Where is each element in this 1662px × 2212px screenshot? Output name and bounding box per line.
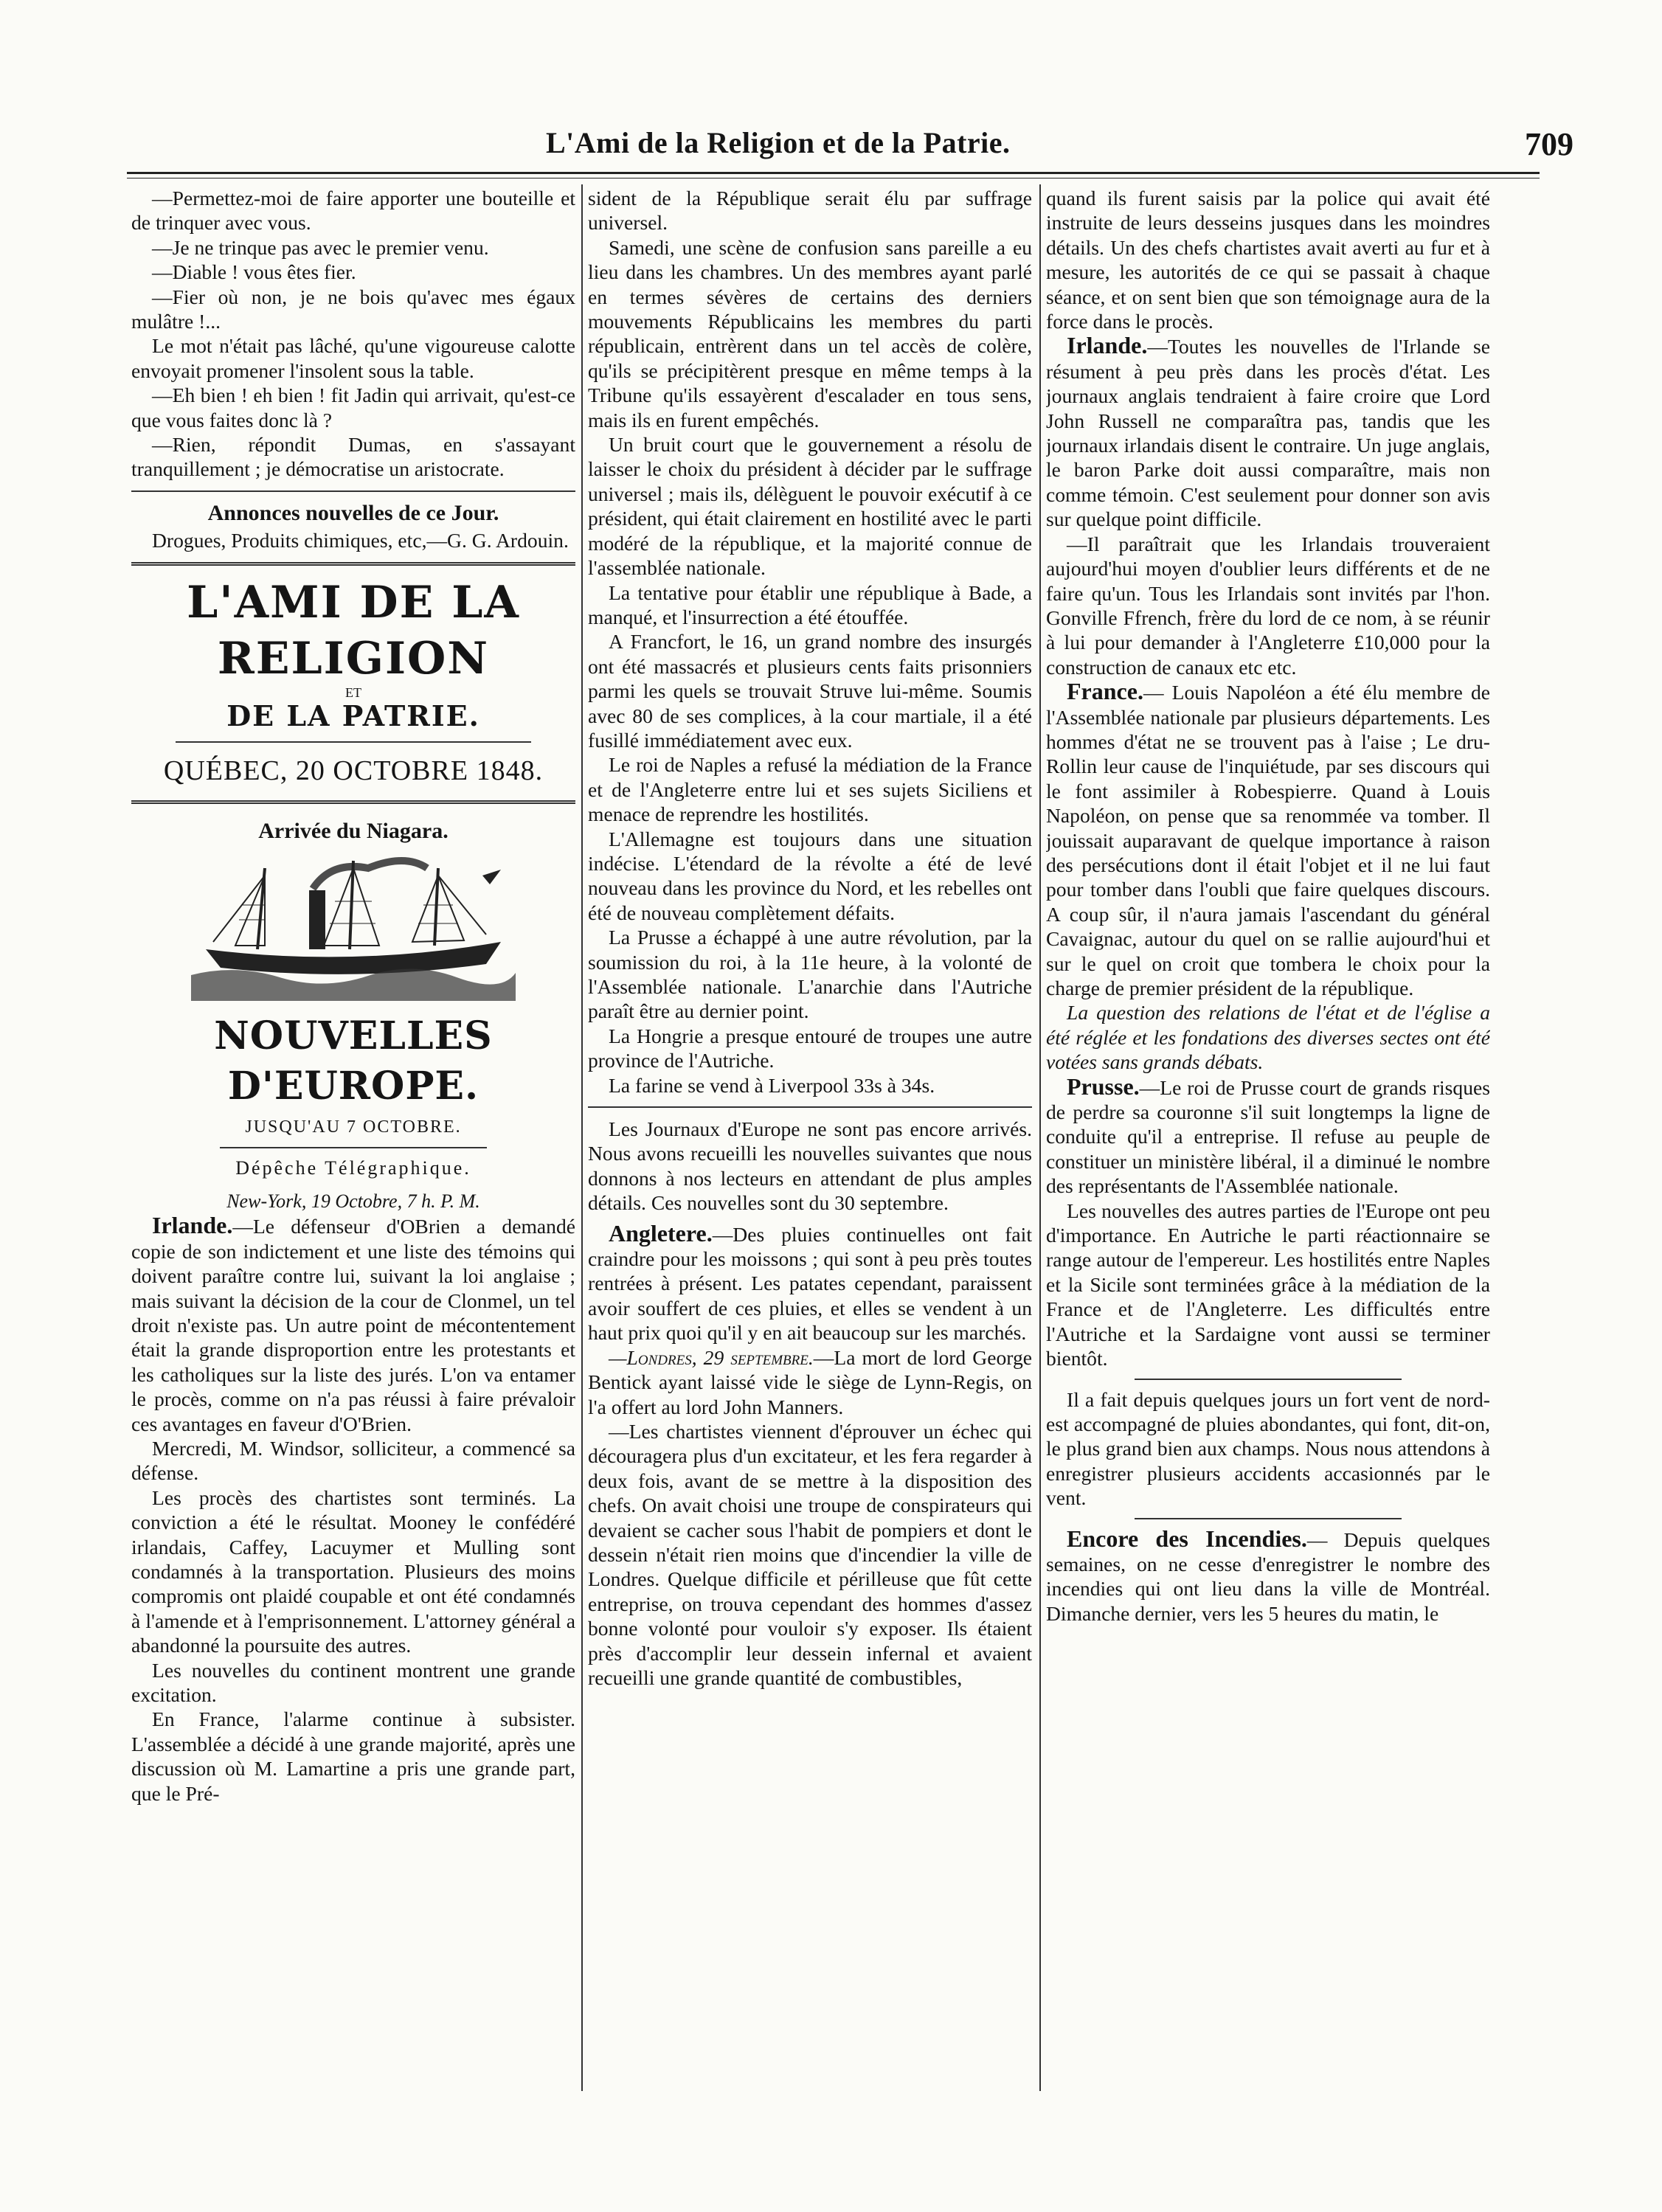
- divider: [1135, 1379, 1401, 1380]
- masthead-rule: [131, 562, 575, 566]
- masthead-et: ET: [345, 684, 361, 700]
- story-paragraph: La Hongrie a presque entouré de troupes une autre province de l'Autriche.: [588, 1024, 1032, 1072]
- masthead-rule-bottom: [131, 800, 575, 804]
- story-paragraph: quand ils furent saisis par la police qui avait été instruite de leurs desseins jusques dans les moindres détails. Un des chefs chartistes avait averti au fur et à mesure, les autorités de ce qui se passait à chaque séance, et on sent bien que son témoignage aura de la force dans le procès.: [1046, 187, 1490, 333]
- column-2: [588, 186, 1032, 2104]
- date-range: JUSQU'AU 7 OCTOBRE.: [245, 1117, 462, 1137]
- story-paragraph: La farine se vend à Liverpool 33s à 34s.: [609, 1073, 935, 1097]
- journaux-paragraph: Les Journaux d'Europe ne sont pas encore arrivés. Nous avons recueilli les nouvelles suivantes que nous donnons à nos lecteurs en attendant de plus amples détails. Ces nouvelles sont du 30 septembre.: [588, 1117, 1032, 1215]
- page-number: 709: [1525, 126, 1573, 162]
- header-rule: [127, 172, 1540, 174]
- dialogue-line: —Diable ! vous êtes fier.: [152, 260, 356, 284]
- story-paragraph: L'Allemagne est toujours dans une situation indécise. L'étendard de la révolte a été de levé nouveau dans les province du Nord, et les rebelles ont été de nouveau complètement défaits.: [588, 827, 1032, 924]
- masthead-subtitle: DE LA PATRIE.: [226, 698, 480, 732]
- irlande-heading: Irlande.: [1067, 332, 1148, 359]
- story-paragraph: La Prusse a échappé à une autre révolution, par la soumission du roi, à la 11e heure, à la volonté de l'Assemblée nationale. L'anarchie dans l'Autriche paraît être au dernier point.: [588, 926, 1032, 1023]
- story-paragraph: Un bruit court que le gouvernement a résolu de laisser le choix du président à décider par le suffrage universel ; mais ils, délèguent le pouvoir exécutif à ce président, qui était clairement en hostilité avec le parti modéré de la république, et la majorité connue de l'assemblée nationale.: [588, 433, 1032, 580]
- story-paragraph: En France, l'alarme continue à subsister. L'assemblée a décidé à une grande majorité, après une discussion où M. Lamartine a pris une grande part, que le Pré-: [131, 1707, 575, 1805]
- section-rule: [131, 490, 575, 492]
- story-paragraph: Le mot n'était pas lâché, qu'une vigoureuse calotte envoyait promener l'insolent sous la table.: [131, 334, 575, 382]
- nouvelles-heading: NOUVELLES D'EUROPE.: [214, 1013, 493, 1109]
- irlande-text: —Le défenseur d'OBrien a demandé copie de son indictement et une liste des témoins qui doivent paraître contre lui, suivant la loi anglaise ; mais suivant la décision de la cour de Clonmel, un tel droit n'existe pas. Un autre point de mécontentement était la grande disproportion entre les protestants et les catholiques sur la liste des jurés. L'on va entamer le procès, comme on n'a pas réussi à faire prévaloir ces avantages en faveur d'O'Brien.: [131, 1215, 575, 1435]
- encore-text: — Depuis quelques semaines, on ne cesse d'enregistrer le nombre des incendies qui ont lieu dans la ville de Montréal. Dimanche dernier, vers les 5 heures du matin, le: [1046, 1528, 1490, 1625]
- story-paragraph: La tentative pour établir une république à Bade, a manqué, et l'insurrection a été étouffée.: [588, 580, 1032, 628]
- annonces-heading: Annonces nouvelles de ce Jour.: [207, 500, 499, 525]
- divider: [220, 1147, 486, 1148]
- story-paragraph: —Il paraîtrait que les Irlandais trouveraient aujourd'hui moyen d'oublier leurs différents et de ne faire qu'un. Tous les Irlandais sont invités par l'hon. Gonville Ffrench, frère du lord de ce nom, à se réunir à lui pour demander à l'Angleterre £10,000 pour la construction de canaux etc etc.: [1046, 532, 1490, 679]
- masthead-date: QUÉBEC, 20 OCTOBRE 1848.: [163, 755, 544, 786]
- annonces-text: Drogues, Produits chimiques, etc,—G. G. Ardouin.: [152, 529, 569, 552]
- section-rule: [588, 1106, 1032, 1108]
- pluies-paragraph: Il a fait depuis quelques jours un fort vent de nord-est accompagné de pluies abondantes, qui font, dit-on, le plus grand bien aux champs. Nous nous attendons à enregistrer plusieurs accidents accasionnés par le vent.: [1046, 1387, 1490, 1510]
- story-paragraph: Le roi de Naples a refusé la médiation de la France et de l'Angleterre entre lui et ses sujets Siciliens et menace de reprendre les hostilités.: [588, 753, 1032, 826]
- france-heading: France.: [1067, 678, 1143, 705]
- angleterre-text: —Des pluies continuelles ont fait craindre pour les moissons ; qui sont à peu près toutes rentrées à présent. Les patates cependant, paraissent avoir souffert de ces pluies, et elles se vendent à un haut prix quoi qu'il y en ait beaucoup sur les marchés.: [588, 1222, 1032, 1345]
- question-paragraph: La question des relations de l'état et de l'église a été réglée et les fondations des diverses sectes ont été votées sans grands débats.: [1046, 1001, 1490, 1074]
- irlande-heading: Irlande.: [152, 1212, 233, 1239]
- france-text: — Louis Napoléon a été élu membre de l'Assemblée nationale par plusieurs départements. Les hommes d'état ne se trouvent pas à l'aise ; Le dru-Rollin leur cause de l'inquiétude, par ses discours qui le font assimiler à Robespierre. Quand à Louis Napoléon, on pense que sa renommée va tomber. Il jouissait auparavant de quelque importance à raison des persécutions dont il était l'objet et il ne lui faut pour tomber dans l'oubli que faire quelques discours. A coup sûr, il n'aura jamais l'ascendant du général Cavaignac, autour du quel on se rallie aujourd'hui et sur le quel on croit que tombera le choix pour la charge de premier président de la république.: [1046, 681, 1490, 999]
- masthead-title: L'AMI DE LA RELIGION: [187, 576, 520, 684]
- dialogue-line: —Fier où non, je ne bois qu'avec mes égaux mulâtre !...: [131, 285, 575, 333]
- encore-heading: Encore des Incendies.: [1067, 1525, 1307, 1552]
- column-1: [131, 186, 575, 2104]
- steamship-illustration: [131, 846, 575, 1006]
- column-rule-2: [1039, 184, 1041, 2091]
- londres-dateline: —Londres, 29 septembre.: [609, 1345, 814, 1369]
- dialogue-line: —Eh bien ! eh bien ! fit Jadin qui arrivait, qu'est-ce que vous faites donc là ?: [131, 384, 575, 431]
- arrival-heading: Arrivée du Niagara.: [258, 818, 449, 843]
- story-paragraph: A Francfort, le 16, un grand nombre des insurgés ont été massacrés et plusieurs cents faits prisonniers parmi les quels se trouvait Struve lui-même. Soumis avec 80 de ses complices, à la cour martiale, il a été fusillé immédiatement avec eux.: [588, 630, 1032, 752]
- column-3: [1046, 186, 1490, 2104]
- story-paragraph: Samedi, une scène de confusion sans pareille a eu lieu dans les chambres. Un des membres ayant parlé en termes sévères de certains des derniers mouvements Républicains les membres du parti républicain, entrèrent dans un tel accès de colère, qu'ils se précipitèrent presque en même temps à la Tribune qu'ils essayèrent d'escalader en tous sens, mais ils en furent empêchés.: [588, 235, 1032, 431]
- autres-paragraph: Les nouvelles des autres parties de l'Europe ont peu d'importance. En Autriche le parti réactionnaire se range autour de l'empereur. Les hostilités entre Naples et la Sicile sont terminées grâce à la médiation de la France et de l'Angleterre. Les difficultés entre l'Autriche et la Sardaigne vont aussi se terminer bientôt.: [1046, 1199, 1490, 1370]
- story-paragraph: Mercredi, M. Windsor, solliciteur, a commencé sa défense.: [131, 1436, 575, 1485]
- dialogue-line: —Permettez-moi de faire apporter une bouteille et de trinquer avec vous.: [131, 187, 575, 235]
- dateline: New-York, 19 Octobre, 7 h. P. M.: [226, 1190, 480, 1212]
- depeche-heading: Dépêche Télégraphique.: [235, 1157, 471, 1179]
- dialogue-line: —Rien, répondit Dumas, en s'assayant tranquillement ; je démocratise un aristocrate.: [131, 433, 575, 481]
- story-paragraph: sident de la République serait élu par suffrage universel.: [588, 187, 1032, 235]
- story-paragraph: Les procès des chartistes sont terminés. La conviction a été le résultat. Mooney le confédéré irlandais, Caffey, Lacuymer et Mulling sont condamnés à la transportation. Plusieurs des moins compromis ont plaidé coupable et ont été condamnés à l'amende et à l'emprisonnement. L'attorney général a abandonné la poursuite des autres.: [131, 1485, 575, 1657]
- dialogue-line: —Je ne trinque pas avec le premier venu.: [152, 235, 489, 259]
- divider: [1135, 1518, 1401, 1519]
- column-rule-1: [581, 184, 583, 2091]
- prusse-heading: Prusse.: [1067, 1072, 1140, 1100]
- angleterre-heading: Angletere.: [609, 1219, 713, 1247]
- running-title: L'Ami de la Religion et de la Patrie.: [546, 126, 1011, 159]
- irlande-text: —Toutes les nouvelles de l'Irlande se résument à peu près dans les procès d'état. Les journaux anglais tendraient à faire croire que Lord John Russell ne comparaîtra pas, tandis que les journaux irlandais disent le contraire. Un juge anglais, le baron Parke doit aussi comparaître, mais non comme témoin. C'est seulement pour donner son avis sur quelque point difficile.: [1046, 335, 1490, 531]
- story-paragraph: Les nouvelles du continent montrent une grande excitation.: [131, 1658, 575, 1707]
- prusse-text: —Le roi de Prusse court de grands risques de perdre sa couronne s'il suit longtemps la ligne de conduite qu'il a entreprise. Il refuse au peuple de constituer un ministère libéral, il a diminué le nombre des représentants de l'Assemblée nationale.: [1046, 1075, 1490, 1198]
- running-header: [133, 125, 1573, 162]
- masthead-divider: [176, 741, 531, 743]
- londres-text: —La mort de lord George Bentick ayant laissé vide le siège de Lynn-Regis, on l'a offert au lord John Manners.: [588, 1345, 1032, 1418]
- steamship-icon: [191, 846, 516, 1001]
- chartistes-paragraph: —Les chartistes viennent d'éprouver un échec qui découragera plus d'un excitateur, et les fera regarder à deux fois, avant de se mettre à la disposition des chefs. On avait choisi une troupe de conspirateurs qui devaient se cacher sous l'habit de pompiers et dont le dessein n'était rien moins que d'incendier la ville de Londres. Quelque difficile et périlleuse que fût cette entreprise, on trouva cependant des hommes d'assez bonne volonté pour vouloir s'y exposer. Ils étaient près d'accomplir leur dessein infernal et avaient recueilli une grande quantité de combustibles,: [588, 1419, 1032, 1689]
